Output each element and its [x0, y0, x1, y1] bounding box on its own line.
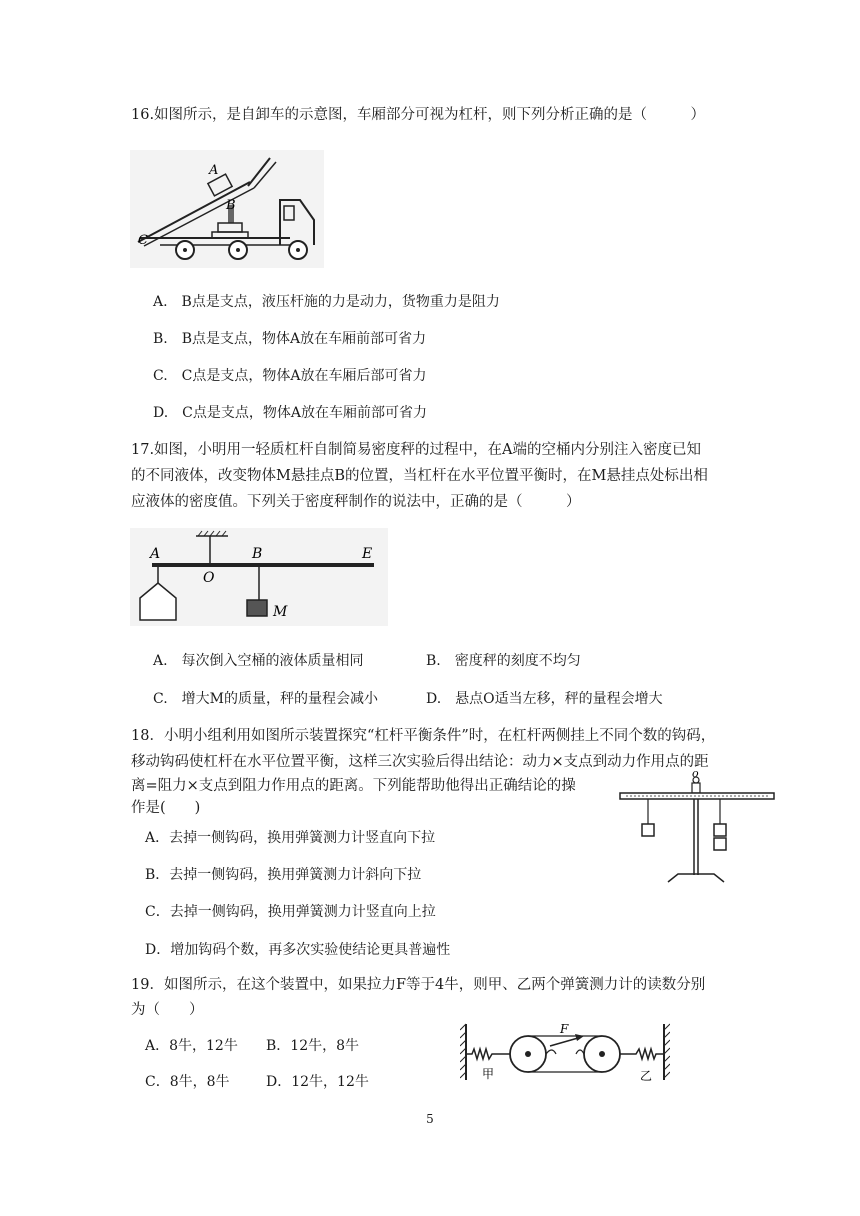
q16-stem: 16.如图所示，是自卸车的示意图，车厢部分可视为杠杆，则下列分析正确的是（ ）	[131, 107, 706, 123]
q17-stem-line-3: 应液体的密度值。下列关于密度秤制作的说法中，正确的是（ ）	[131, 494, 581, 510]
label-c: C	[138, 233, 148, 248]
page-number: 5	[426, 1112, 434, 1126]
q19-stem-line-2: 为（ ）	[131, 1002, 204, 1018]
q18-stem-line-3: 离=阻力×支点到阻力作用点的距离。下列能帮助他得出正确结论的操	[131, 778, 576, 794]
q18-stem-line-4: 作是( )	[131, 800, 201, 816]
label-o: o	[692, 770, 699, 780]
dump-truck-figure	[130, 150, 324, 268]
label-f: F	[560, 1022, 569, 1036]
q18-option-a[interactable]: A．去掉一侧钩码，换用弹簧测力计竖直向下拉	[145, 830, 436, 846]
q19-option-b[interactable]: B．12牛，8牛	[266, 1038, 360, 1054]
label-jia: 甲	[482, 1067, 495, 1081]
q17-option-a[interactable]: A. 每次倒入空桶的液体质量相同	[153, 653, 364, 669]
label-b: B	[252, 546, 263, 562]
q16-option-a[interactable]: A. B点是支点，液压杆施的力是动力，货物重力是阻力	[153, 294, 500, 310]
q19-stem-line-1: 19．如图所示，在这个装置中，如果拉力F等于4牛，则甲、乙两个弹簧测力计的读数分别	[131, 977, 706, 993]
q16-option-b[interactable]: B. B点是支点，物体A放在车厢前部可省力	[153, 331, 427, 347]
q18-option-c[interactable]: C．去掉一侧钩码，换用弹簧测力计竖直向上拉	[145, 904, 436, 920]
label-e: E	[362, 546, 373, 562]
label-m: M	[273, 604, 288, 620]
q17-option-c[interactable]: C. 增大M的质量，秤的量程会减小	[153, 691, 378, 707]
q18-option-b[interactable]: B．去掉一侧钩码，换用弹簧测力计斜向下拉	[145, 867, 422, 883]
pulley-spring-figure	[460, 1020, 670, 1084]
q17-stem-line-1: 17.如图，小明用一轻质杠杆自制简易密度秤的过程中，在A端的空桶内分别注入密度已知	[131, 442, 702, 458]
q17-option-d[interactable]: D. 悬点O适当左移，秤的量程会增大	[426, 691, 663, 707]
density-scale-figure	[130, 528, 388, 626]
label-yi: 乙	[640, 1069, 653, 1083]
q19-option-a[interactable]: A．8牛，12牛	[145, 1038, 238, 1054]
q17-stem-line-2: 的不同液体，改变物体M悬挂点B的位置，当杠杆在水平位置平衡时，在M悬挂点处标出相	[131, 468, 708, 484]
q18-option-d[interactable]: D．增加钩码个数，再多次实验使结论更具普遍性	[145, 942, 451, 958]
lever-balance-figure	[616, 770, 778, 886]
label-b: B	[226, 198, 236, 213]
q19-option-d[interactable]: D．12牛，12牛	[266, 1074, 369, 1090]
q18-stem-line-2: 移动钩码使杠杆在水平位置平衡，这样三次实验后得出结论：动力×支点到动力作用点的距	[131, 754, 709, 770]
label-o: O	[203, 570, 215, 586]
q16-option-c[interactable]: C. C点是支点，物体A放在车厢后部可省力	[153, 368, 427, 384]
label-a: A	[209, 163, 219, 178]
label-a: A	[150, 546, 161, 562]
q18-stem-line-1: 18．小明小组利用如图所示装置探究“杠杆平衡条件”时，在杠杆两侧挂上不同个数的钩码，	[131, 728, 716, 744]
q17-option-b[interactable]: B. 密度秤的刻度不均匀	[426, 653, 581, 669]
q16-option-d[interactable]: D. C点是支点，物体A放在车厢前部可省力	[153, 405, 427, 421]
q19-option-c[interactable]: C．8牛，8牛	[145, 1074, 230, 1090]
